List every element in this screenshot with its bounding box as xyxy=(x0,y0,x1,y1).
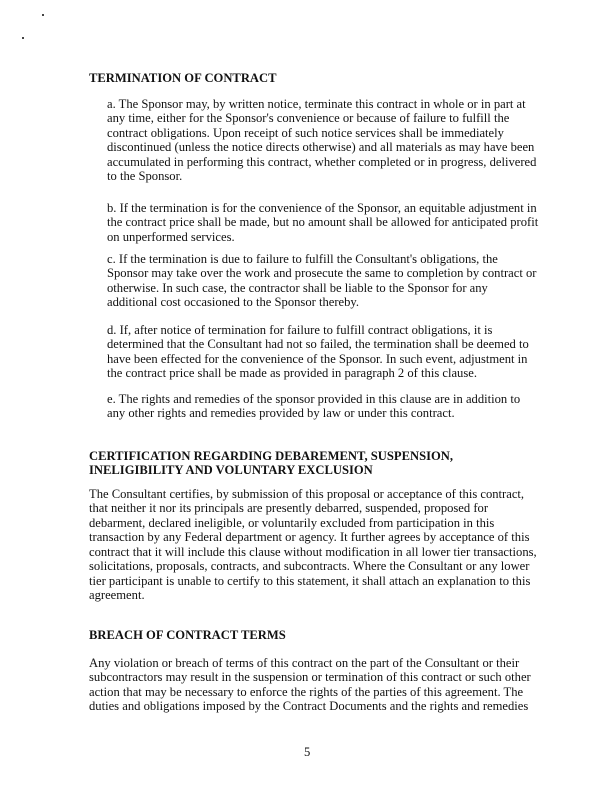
section-heading: CERTIFICATION REGARDING DEBAREMENT, SUSPENSION, xyxy=(89,449,454,463)
paragraph-line: the contract price shall be made, but no amount shall be allowed for anticipated profit xyxy=(107,215,539,230)
paragraph-line: accumulated in performing this contract, whether completed or in progress, delivered xyxy=(107,154,537,169)
paragraph-line: duties and obligations imposed by the Contract Documents and the rights and remedies xyxy=(89,699,529,714)
paragraph-line: agreement. xyxy=(89,588,145,603)
paragraph-line: to the Sponsor. xyxy=(107,169,183,184)
paragraph-line: b. If the termination is for the convenience of the Sponsor, an equitable adjustment in xyxy=(107,201,537,215)
paragraph-line: Sponsor may take over the work and prosecute the same to completion by contract or xyxy=(107,266,537,281)
scan-speck xyxy=(42,14,44,16)
page-number: 5 xyxy=(304,745,311,759)
paragraph-line: subcontractors may result in the suspension or termination of this contract or such other xyxy=(89,670,531,685)
paragraph-line: solicitations, proposals, contracts, and subcontracts. Where the Consultant or any lower xyxy=(89,559,530,574)
paragraph-line: The Consultant certifies, by submission of this proposal or acceptance of this contract, xyxy=(89,487,525,501)
paragraph-line: contract obligations. Upon receipt of such notice services shall be immediately xyxy=(107,125,504,140)
paragraph-line: transaction by any Federal department or agency. It further agrees by acceptance of this xyxy=(89,530,530,545)
paragraph-line: otherwise. In such case, the contractor shall be liable to the Sponsor for any xyxy=(107,280,488,295)
paragraph-line: have been effected for the convenience of the Sponsor. In such event, adjustment in xyxy=(107,351,528,366)
paragraph-line: e. The rights and remedies of the sponsor provided in this clause are in addition to xyxy=(107,392,521,406)
paragraph-line: a. The Sponsor may, by written notice, terminate this contract in whole or in part at xyxy=(107,97,526,111)
section-heading: TERMINATION OF CONTRACT xyxy=(89,71,277,85)
paragraph-line: on unperformed services. xyxy=(107,229,235,244)
paragraph-line: any other rights and remedies provided by law or under this contract. xyxy=(107,406,455,421)
paragraph-line: that neither it nor its principals are presently debarred, suspended, proposed for xyxy=(89,501,489,516)
paragraph-line: debarment, declared ineligible, or voluntarily excluded from participation in this xyxy=(89,515,495,530)
paragraph-line: discontinued (unless the notice directs otherwise) and all materials as may have been xyxy=(107,140,535,155)
paragraph-line: contract that it will include this clause without modification in all lower tier transactions, xyxy=(89,544,537,559)
section-heading: INELIGIBILITY AND VOLUNTARY EXCLUSION xyxy=(89,463,373,477)
section-heading: BREACH OF CONTRACT TERMS xyxy=(89,628,286,642)
paragraph-line: determined that the Consultant had not so failed, the termination shall be deemed to xyxy=(107,337,529,352)
paragraph-line: c. If the termination is due to failure to fulfill the Consultant's obligations, the xyxy=(107,252,498,266)
paragraph-line: tier participant is unable to certify to this statement, it shall attach an explanation to this xyxy=(89,573,531,588)
paragraph-line: the contract price shall be made as provided in paragraph 2 of this clause. xyxy=(107,366,477,381)
paragraph-line: additional cost occasioned to the Sponsor thereby. xyxy=(107,295,360,310)
paragraph-line: action that may be necessary to enforce the rights of the parties of this agreement. The xyxy=(89,684,524,699)
paragraph-line: any time, either for the Sponsor's convenience or because of failure to fulfill the xyxy=(107,111,510,126)
scan-speck xyxy=(22,37,24,39)
paragraph-line: Any violation or breach of terms of this contract on the part of the Consultant or their xyxy=(89,656,520,670)
paragraph-line: d. If, after notice of termination for failure to fulfill contract obligations, it is xyxy=(107,323,493,337)
